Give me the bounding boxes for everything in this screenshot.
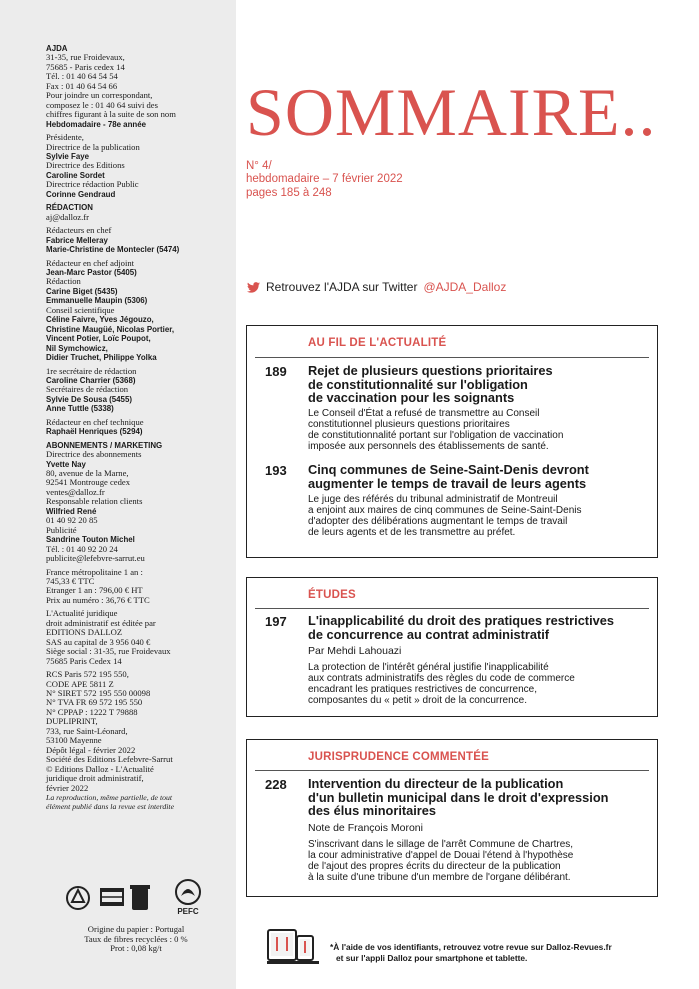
masthead-line: Caroline Sordet xyxy=(46,170,105,180)
paper-recycled: Taux de fibres recyclées : 0 % xyxy=(84,933,188,944)
masthead-line: CODE APE 5811 Z xyxy=(46,678,114,689)
masthead-line: DUPLIPRINT, xyxy=(46,716,98,727)
sidebar xyxy=(0,0,236,989)
pefc-logo xyxy=(176,880,200,916)
masthead-line: Sandrine Touton Michel xyxy=(46,535,135,545)
masthead-line: Responsable relation clients xyxy=(46,496,143,507)
summary-line: Le Conseil d'État a refusé de transmettre au Conseil xyxy=(308,408,540,419)
masthead-line: 31-35, rue Froidevaux, xyxy=(46,52,125,63)
title-line: de vaccination pour les soignants xyxy=(308,390,515,405)
masthead-line: 53100 Mayenne xyxy=(46,735,102,746)
section-heading: JURISPRUDENCE COMMENTÉE xyxy=(308,751,489,763)
masthead-line: Marie-Christine de Montecler (5474) xyxy=(46,245,180,255)
masthead-line: 733, rue Saint-Léonard, xyxy=(46,725,128,736)
masthead-line: 745,33 € TTC xyxy=(46,576,95,587)
masthead-line: Sylvie De Sousa (5455) xyxy=(46,394,132,404)
footer-note-line: et sur l'appli Dalloz pour smartphone et tablette. xyxy=(336,952,528,963)
masthead-line: Rédaction xyxy=(46,276,81,287)
masthead-line: ventes@dalloz.fr xyxy=(46,486,105,497)
section-rule xyxy=(255,357,649,358)
masthead-line: 92541 Montrouge cedex xyxy=(46,477,131,488)
issue-info xyxy=(246,160,403,200)
masthead-line: Directrice des abonnements xyxy=(46,449,142,460)
masthead-line: droit administratif est éditée par xyxy=(46,617,156,628)
section-heading: ÉTUDES xyxy=(308,589,356,601)
masthead-line: Sylvie Faye xyxy=(46,151,89,161)
masthead-line: Yvette Nay xyxy=(46,459,86,469)
section-rule xyxy=(255,770,649,771)
devices-icon xyxy=(267,926,323,966)
article-summary xyxy=(308,408,653,452)
masthead-line: Jean-Marc Pastor (5405) xyxy=(46,267,137,277)
title-line: de concurrence au contrat administratif xyxy=(308,626,550,642)
summary-line: imposée aux personnels des établissements de santé. xyxy=(308,441,549,453)
masthead-line: publicite@lefebvre-sarrut.eu xyxy=(46,553,145,564)
masthead-line: Société des Editions Lefebvre-Sarrut xyxy=(46,754,173,765)
masthead-line: Céline Faivre, Yves Jégouzo, xyxy=(46,315,154,325)
masthead-line: Caroline Charrier (5368) xyxy=(46,375,136,385)
issue-pages: pages 185 à 248 xyxy=(246,186,332,199)
article-title xyxy=(308,777,653,818)
masthead-line: 1re secrétaire de rédaction xyxy=(46,365,137,376)
masthead-line: Conseil scientifique xyxy=(46,304,115,315)
article-title xyxy=(308,614,653,641)
summary-line: aux contrats administratifs des règles du code de commerce xyxy=(308,673,575,685)
masthead-line: Secrétaires de rédaction xyxy=(46,384,129,395)
article-author: Note de François Moroni xyxy=(308,822,423,834)
title-line: de constitutionnalité sur l'obligation xyxy=(308,376,528,392)
eco-logos xyxy=(62,876,212,920)
article-page: 228 xyxy=(265,777,287,792)
masthead-line: Publicité xyxy=(46,524,77,535)
masthead-line: Directrice rédaction Public xyxy=(46,179,139,190)
summary-line: constitutionnel plusieurs questions prioritaires xyxy=(308,419,510,431)
title-line: augmenter le temps de travail de leurs agents xyxy=(308,475,587,491)
pefc-logo-text: PEFC xyxy=(177,907,199,916)
paper-origin: Origine du papier : Portugal xyxy=(87,924,185,934)
twitter-handle[interactable]: @AJDA_Dalloz xyxy=(423,280,507,294)
summary-line: de constitutionnalité portant sur l'obligation de vaccination xyxy=(308,430,564,442)
summary-line: à la suite d'une tribune d'un membre de l'organe délibérant. xyxy=(308,872,571,884)
article-summary xyxy=(308,839,653,883)
masthead-line: février 2022 xyxy=(46,782,89,793)
masthead-line: Christine Maugüé, Nicolas Portier, xyxy=(46,324,175,334)
masthead-line: EDITIONS DALLOZ xyxy=(46,627,123,638)
masthead-line: Directrice des Editions xyxy=(46,160,125,171)
recycling-bin-icon xyxy=(130,885,150,910)
title-line: Cinq communes de Seine-Saint-Denis devront xyxy=(308,462,589,477)
summary-line: d'adopter des délibérations augmentant le temps de travail xyxy=(308,516,568,528)
masthead-line: Nil Symchowicz, xyxy=(46,343,108,353)
book-icon xyxy=(100,888,124,906)
section-heading: AU FIL DE L'ACTUALITÉ xyxy=(308,337,447,349)
masthead-line: Vincent Potier, Loïc Poupot, xyxy=(46,334,151,344)
masthead-line: Fabrice Melleray xyxy=(46,235,108,245)
page-title: SOMMAIRE.. xyxy=(246,74,657,150)
masthead-line: Raphaël Henriques (5294) xyxy=(46,427,143,437)
title-line: d'un bulletin municipal dans le droit d'expression xyxy=(308,789,609,805)
masthead-line: Siège social : 31-35, rue Froidevaux xyxy=(46,646,171,657)
issue-date: hebdomadaire – 7 février 2022 xyxy=(246,173,403,186)
article-summary xyxy=(308,662,653,706)
twitter-callout xyxy=(247,280,506,294)
title-line: L'inapplicabilité du droit des pratiques restrictives xyxy=(308,613,614,628)
masthead-line: AJDA xyxy=(46,44,68,53)
section-actualite xyxy=(246,325,658,558)
masthead-line: 75685 Paris Cedex 14 xyxy=(46,655,122,666)
masthead-line: L'Actualité juridique xyxy=(46,608,118,619)
title-line: Rejet de plusieurs questions prioritaires xyxy=(308,363,553,378)
summary-line: Le juge des référés du tribunal administratif de Montreuil xyxy=(308,494,558,505)
masthead-line: composez le : 01 40 64 suivi des xyxy=(46,99,158,110)
issue-number: N° 4/ xyxy=(246,160,272,172)
masthead-line: N° TVA FR 69 572 195 550 xyxy=(46,697,143,708)
article-author: Par Mehdi Lahouazi xyxy=(308,645,402,657)
masthead-line: N° SIRET 572 195 550 00098 xyxy=(46,688,151,698)
article-page: 193 xyxy=(265,463,287,478)
masthead-line: Pour joindre un correspondant, xyxy=(46,90,153,101)
section-jurisprudence xyxy=(246,739,658,897)
paper-info xyxy=(46,925,226,954)
masthead-line: 80, avenue de la Marne, xyxy=(46,468,129,479)
footer-note-line: *À l'aide de vos identifiants, retrouvez votre revue sur Dalloz-Revues.fr xyxy=(330,942,612,952)
masthead-line: juridique droit administratif, xyxy=(46,773,144,784)
recycling-icon xyxy=(67,887,89,909)
masthead-line: Carine Biget (5435) xyxy=(46,286,118,296)
masthead-line: Dépôt légal - février 2022 xyxy=(46,744,136,755)
masthead-line: Anne Tuttle (5338) xyxy=(46,404,114,414)
section-rule xyxy=(255,608,649,609)
masthead-line: aj@dalloz.fr xyxy=(46,211,89,222)
masthead-line: Fax : 01 40 64 54 66 xyxy=(46,80,118,91)
masthead-line: RCS Paris 572 195 550, xyxy=(46,669,129,680)
article-title xyxy=(308,463,653,490)
masthead-line: Hebdomadaire - 78e année xyxy=(46,119,146,129)
summary-line: S'inscrivant dans le sillage de l'arrêt Commune de Chartres, xyxy=(308,839,574,850)
title-line: des élus minoritaires xyxy=(308,803,437,818)
title-line: Intervention du directeur de la publication xyxy=(308,776,564,791)
masthead-line: Didier Truchet, Philippe Yolka xyxy=(46,353,157,363)
masthead-line: France métropolitaine 1 an : xyxy=(46,566,143,577)
masthead-line: La reproduction, même partielle, de tout xyxy=(46,792,173,802)
summary-line: encadrant les pratiques restrictives de concurrence, xyxy=(308,684,538,696)
masthead xyxy=(46,44,234,812)
masthead-line: Wilfried René xyxy=(46,506,97,516)
article-page: 197 xyxy=(265,614,287,629)
twitter-bird-icon xyxy=(247,282,260,293)
footer-note xyxy=(330,942,612,963)
twitter-text: Retrouvez l'AJDA sur Twitter xyxy=(266,280,418,294)
section-etudes xyxy=(246,577,658,717)
masthead-line: RÉDACTION xyxy=(46,203,93,213)
summary-line: composantes du « petit » droit de la concurrence. xyxy=(308,695,528,707)
masthead-line: élément publié dans la revue est interdite xyxy=(46,802,175,812)
masthead-line: SAS au capital de 3 956 040 € xyxy=(46,636,151,647)
paper-prot: Prot : 0,08 kg/t xyxy=(110,943,162,954)
article-summary xyxy=(308,494,653,538)
masthead-line: 75685 - Paris cedex 14 xyxy=(46,61,125,72)
article-title xyxy=(308,364,653,405)
masthead-line: chiffres figurant à la suite de son nom xyxy=(46,109,176,120)
masthead-line: Prix au numéro : 36,76 € TTC xyxy=(46,594,150,605)
masthead-line: © Editions Dalloz - L'Actualité xyxy=(46,763,154,774)
masthead-line: Rédacteurs en chef xyxy=(46,225,112,236)
masthead-line: Présidente, xyxy=(46,132,84,143)
summary-line: a enjoint aux maires de cinq communes de Seine-Saint-Denis xyxy=(308,505,582,517)
masthead-line: ABONNEMENTS / MARKETING xyxy=(46,440,163,450)
masthead-line: Corinne Gendraud xyxy=(46,189,116,199)
masthead-line: Directrice de la publication xyxy=(46,141,140,152)
summary-line: de leurs agents et de les transmettre au préfet. xyxy=(308,527,516,539)
masthead-line: Emmanuelle Maupin (5306) xyxy=(46,296,148,306)
masthead-line: Etranger 1 an : 796,00 € HT xyxy=(46,585,143,596)
masthead-line: Rédacteur en chef technique xyxy=(46,416,144,427)
summary-line: la cour administrative d'appel de Douai l'étend à l'hypothèse xyxy=(308,850,574,862)
masthead-line: N° CPPAP : 1222 T 79888 xyxy=(46,706,138,717)
masthead-line: Rédacteur en chef adjoint xyxy=(46,257,135,268)
masthead-line: 01 40 92 20 85 xyxy=(46,515,98,526)
masthead-line: Tél. : 01 40 64 54 54 xyxy=(46,71,118,82)
summary-line: La protection de l'intérêt général justifie l'inapplicabilité xyxy=(308,662,549,673)
summary-line: de l'ajout des propres écrits du directeur de la publication xyxy=(308,861,561,873)
article-page: 189 xyxy=(265,364,287,379)
masthead-line: Tél. : 01 40 92 20 24 xyxy=(46,543,118,554)
